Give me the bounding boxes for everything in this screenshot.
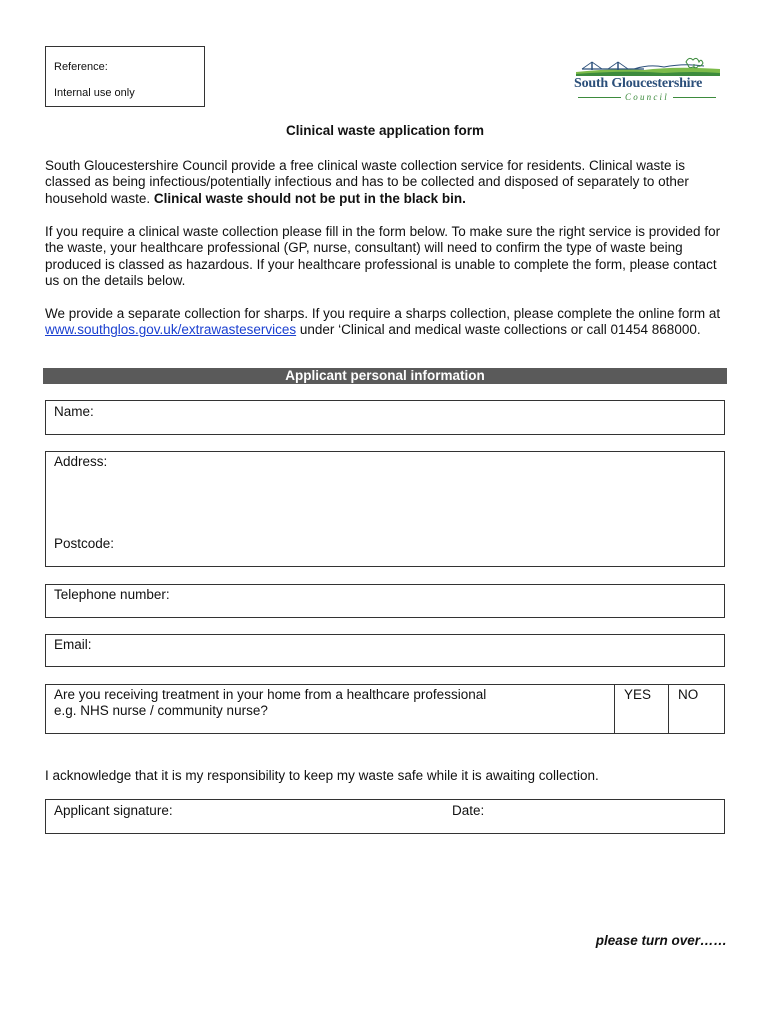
please-turn-over: please turn over…… [595, 933, 727, 948]
bridge-hills-logo-icon [574, 54, 724, 78]
treatment-divider-1 [614, 685, 615, 733]
intro-p3-after: under ‘Clinical and medical waste collections or call 01454 868000. [296, 322, 701, 338]
treatment-question [45, 684, 725, 734]
intro-paragraph-3 [45, 306, 729, 339]
treatment-yes-option[interactable]: YES [624, 687, 652, 702]
logo-council-row [574, 92, 720, 102]
treatment-no-option[interactable]: NO [678, 687, 699, 702]
intro-paragraph-2: If you require a clinical waste collection please fill in the form below. To make sure the right service is provided for the waste, your healthcare professional (GP, nurse, consultant) will need to confirm the type of waste being produced is classed as hazardous. If your healthcare professional is unable to complete the form, please contact us on the details below. [45, 224, 721, 288]
form-title: Clinical waste application form [285, 123, 485, 138]
treatment-line-1: Are you receiving treatment in your home from a healthcare professional [54, 687, 487, 702]
applicant-signature-label: Applicant signature: [54, 803, 173, 818]
treatment-divider-2 [668, 685, 669, 733]
treatment-line-2: e.g. NHS nurse / community nurse? [54, 703, 268, 718]
signature-field[interactable] [45, 799, 725, 834]
telephone-label: Telephone number: [54, 587, 170, 602]
logo-council-text: Council [625, 92, 669, 102]
reference-label: Reference: [54, 61, 108, 73]
logo-name-text: South Gloucestershire [574, 76, 703, 91]
logo-rule-left [578, 97, 621, 98]
address-field[interactable] [45, 451, 725, 567]
telephone-field[interactable] [45, 584, 725, 618]
logo-rule-right [673, 97, 716, 98]
intro-p1-bold: Clinical waste should not be put in the black bin. [153, 190, 466, 206]
internal-use-label: Internal use only [54, 87, 135, 99]
intro-p1-text: South Gloucestershire Council provide a free clinical waste collection service for residents. Clinical waste is classed as being infectious/potentially infectious and has to be collected and disposed of separately to other household waste. [45, 158, 689, 206]
extra-waste-services-link[interactable]: www.southglos.gov.uk/extrawasteservices [45, 322, 297, 338]
name-label: Name: [54, 404, 94, 419]
address-label: Address: [54, 454, 108, 469]
intro-p3-before: We provide a separate collection for sharps. If you require a sharps collection, please complete the online form at [45, 306, 721, 321]
email-field[interactable] [45, 634, 725, 667]
section-header-applicant: Applicant personal information [43, 368, 727, 384]
council-logo [574, 54, 724, 104]
treatment-question-text [54, 687, 486, 719]
email-label: Email: [54, 637, 92, 652]
postcode-label: Postcode: [54, 536, 115, 551]
name-field[interactable] [45, 400, 725, 435]
acknowledgement-text: I acknowledge that it is my responsibility to keep my waste safe while it is awaiting collection. [45, 768, 599, 783]
intro-paragraph-1 [45, 158, 729, 207]
date-label: Date: [452, 803, 485, 818]
reference-box [45, 46, 205, 107]
